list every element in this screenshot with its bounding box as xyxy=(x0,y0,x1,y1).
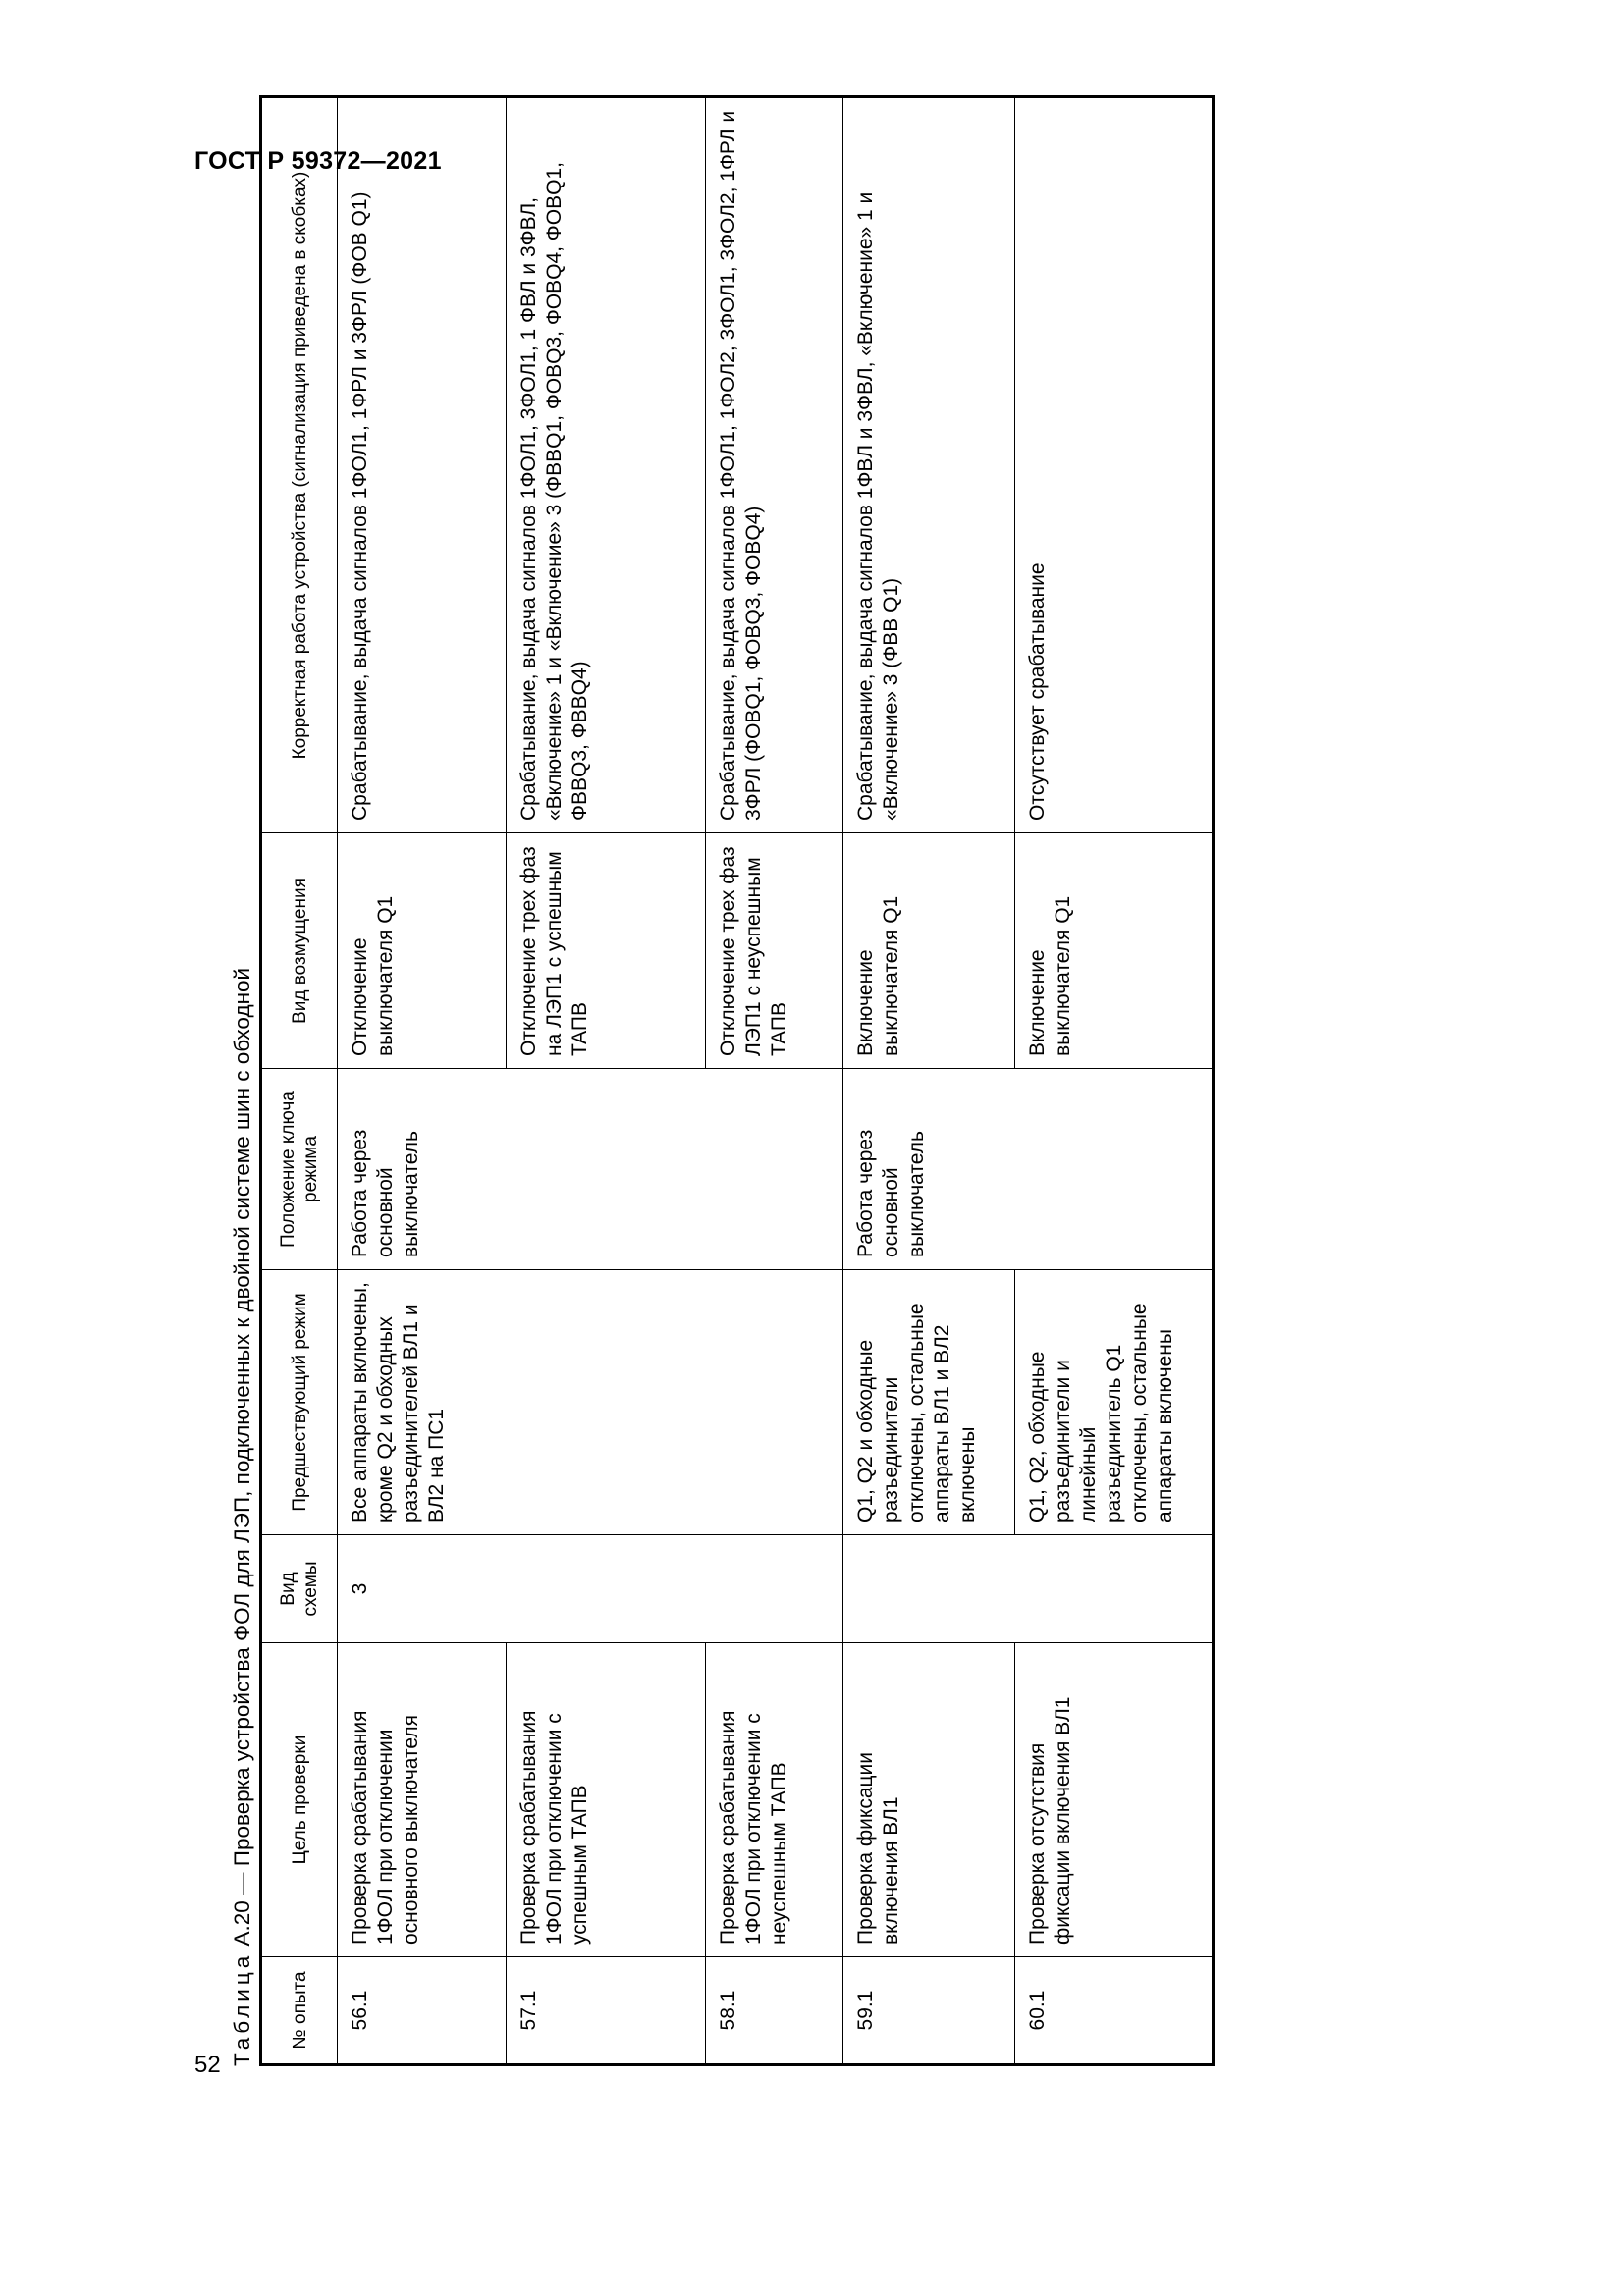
col-header-key: Положение ключа режима xyxy=(261,1069,338,1270)
cell-result: Срабатывание, выдача сигналов 1ФОЛ1, 1ФОЛ2, 3ФОЛ1, 3ФОЛ2, 1ФРЛ и 3ФРЛ (ФОВQ1, ФОВQ3, ФОВQ4) xyxy=(706,97,843,833)
cell-result: Отсутствует срабатывание xyxy=(1015,97,1214,833)
table-row xyxy=(338,97,507,2065)
col-header-dist: Вид возмущения xyxy=(261,833,338,1069)
col-header-result: Корректная работа устройства (сигнализация приведена в скобках) xyxy=(261,97,338,833)
caption-label: Таблица xyxy=(230,1951,254,2066)
cell-result: Срабатывание, выдача сигналов 1ФВЛ и 3ФВЛ, «Включение» 1 и «Включение» 3 (ФВВ Q1) xyxy=(843,97,1015,833)
cell-key: Работа через основной выключатель xyxy=(338,1069,843,1270)
cell-key: Работа через основной выключатель xyxy=(843,1069,1214,1270)
col-header-goal: Цель проверки xyxy=(261,1643,338,1957)
cell-goal: Проверка срабатывания 1ФОЛ при отключении с неуспешным ТАПВ xyxy=(706,1643,843,1957)
test-table xyxy=(259,95,1215,2066)
cell-goal: Проверка отсутствия фиксации включения ВЛ1 xyxy=(1015,1643,1214,1957)
table-row xyxy=(843,97,1015,2065)
cell-dist: Отключение трех фаз на ЛЭП1 с успешным ТАПВ xyxy=(507,833,706,1069)
col-header-scheme: Вид схемы xyxy=(261,1535,338,1643)
cell-num: 56.1 xyxy=(338,1957,507,2065)
table-caption xyxy=(228,968,257,2066)
page-number: 52 xyxy=(194,2052,221,2078)
cell-goal: Проверка фиксации включения ВЛ1 xyxy=(843,1643,1015,1957)
cell-dist: Включение выключателя Q1 xyxy=(843,833,1015,1069)
cell-goal: Проверка срабатывания 1ФОЛ при отключении основного выключателя xyxy=(338,1643,507,1957)
cell-num: 58.1 xyxy=(706,1957,843,2065)
cell-prev: Q1, Q2 и обходные разъединители отключены, остальные аппараты ВЛ1 и ВЛ2 включены xyxy=(843,1270,1015,1535)
cell-result: Срабатывание, выдача сигналов 1ФОЛ1, 3ФОЛ1, 1 ФВЛ и 3ФВЛ, «Включение» 1 и «Включение» 3 (ФВВQ1, ФОВQ3, ФОВQ4, ФОВQ1, ФВВQ3, ФВВQ4) xyxy=(507,97,706,833)
cell-result: Срабатывание, выдача сигналов 1ФОЛ1, 1ФРЛ и 3ФРЛ (ФОВ Q1) xyxy=(338,97,507,833)
cell-num: 59.1 xyxy=(843,1957,1015,2065)
document-header: ГОСТ Р 59372—2021 xyxy=(194,147,442,175)
cell-dist: Включение выключателя Q1 xyxy=(1015,833,1214,1069)
col-header-num: № опыта xyxy=(261,1957,338,2065)
rotated-table-area xyxy=(228,98,1219,2066)
cell-goal: Проверка срабатывания 1ФОЛ при отключении с успешным ТАПВ xyxy=(507,1643,706,1957)
cell-num: 57.1 xyxy=(507,1957,706,2065)
caption-text: А.20 — Проверка устройства ФОЛ для ЛЭП, подключенных к двойной системе шин с обходной xyxy=(230,967,254,1952)
cell-scheme: 3 xyxy=(338,1535,843,1643)
cell-scheme-empty xyxy=(843,1535,1214,1643)
cell-dist: Отключение выключателя Q1 xyxy=(338,833,507,1069)
table-header-row xyxy=(261,97,338,2065)
cell-prev: Все аппараты включены, кроме Q2 и обходных разъединителей ВЛ1 и ВЛ2 на ПС1 xyxy=(338,1270,843,1535)
col-header-prev: Предшествующий режим xyxy=(261,1270,338,1535)
cell-dist: Отключение трех фаз ЛЭП1 с неуспешным ТАПВ xyxy=(706,833,843,1069)
cell-num: 60.1 xyxy=(1015,1957,1214,2065)
cell-prev: Q1, Q2, обходные разъединители и линейный разъединитель Q1 отключены, остальные аппараты включены xyxy=(1015,1270,1214,1535)
